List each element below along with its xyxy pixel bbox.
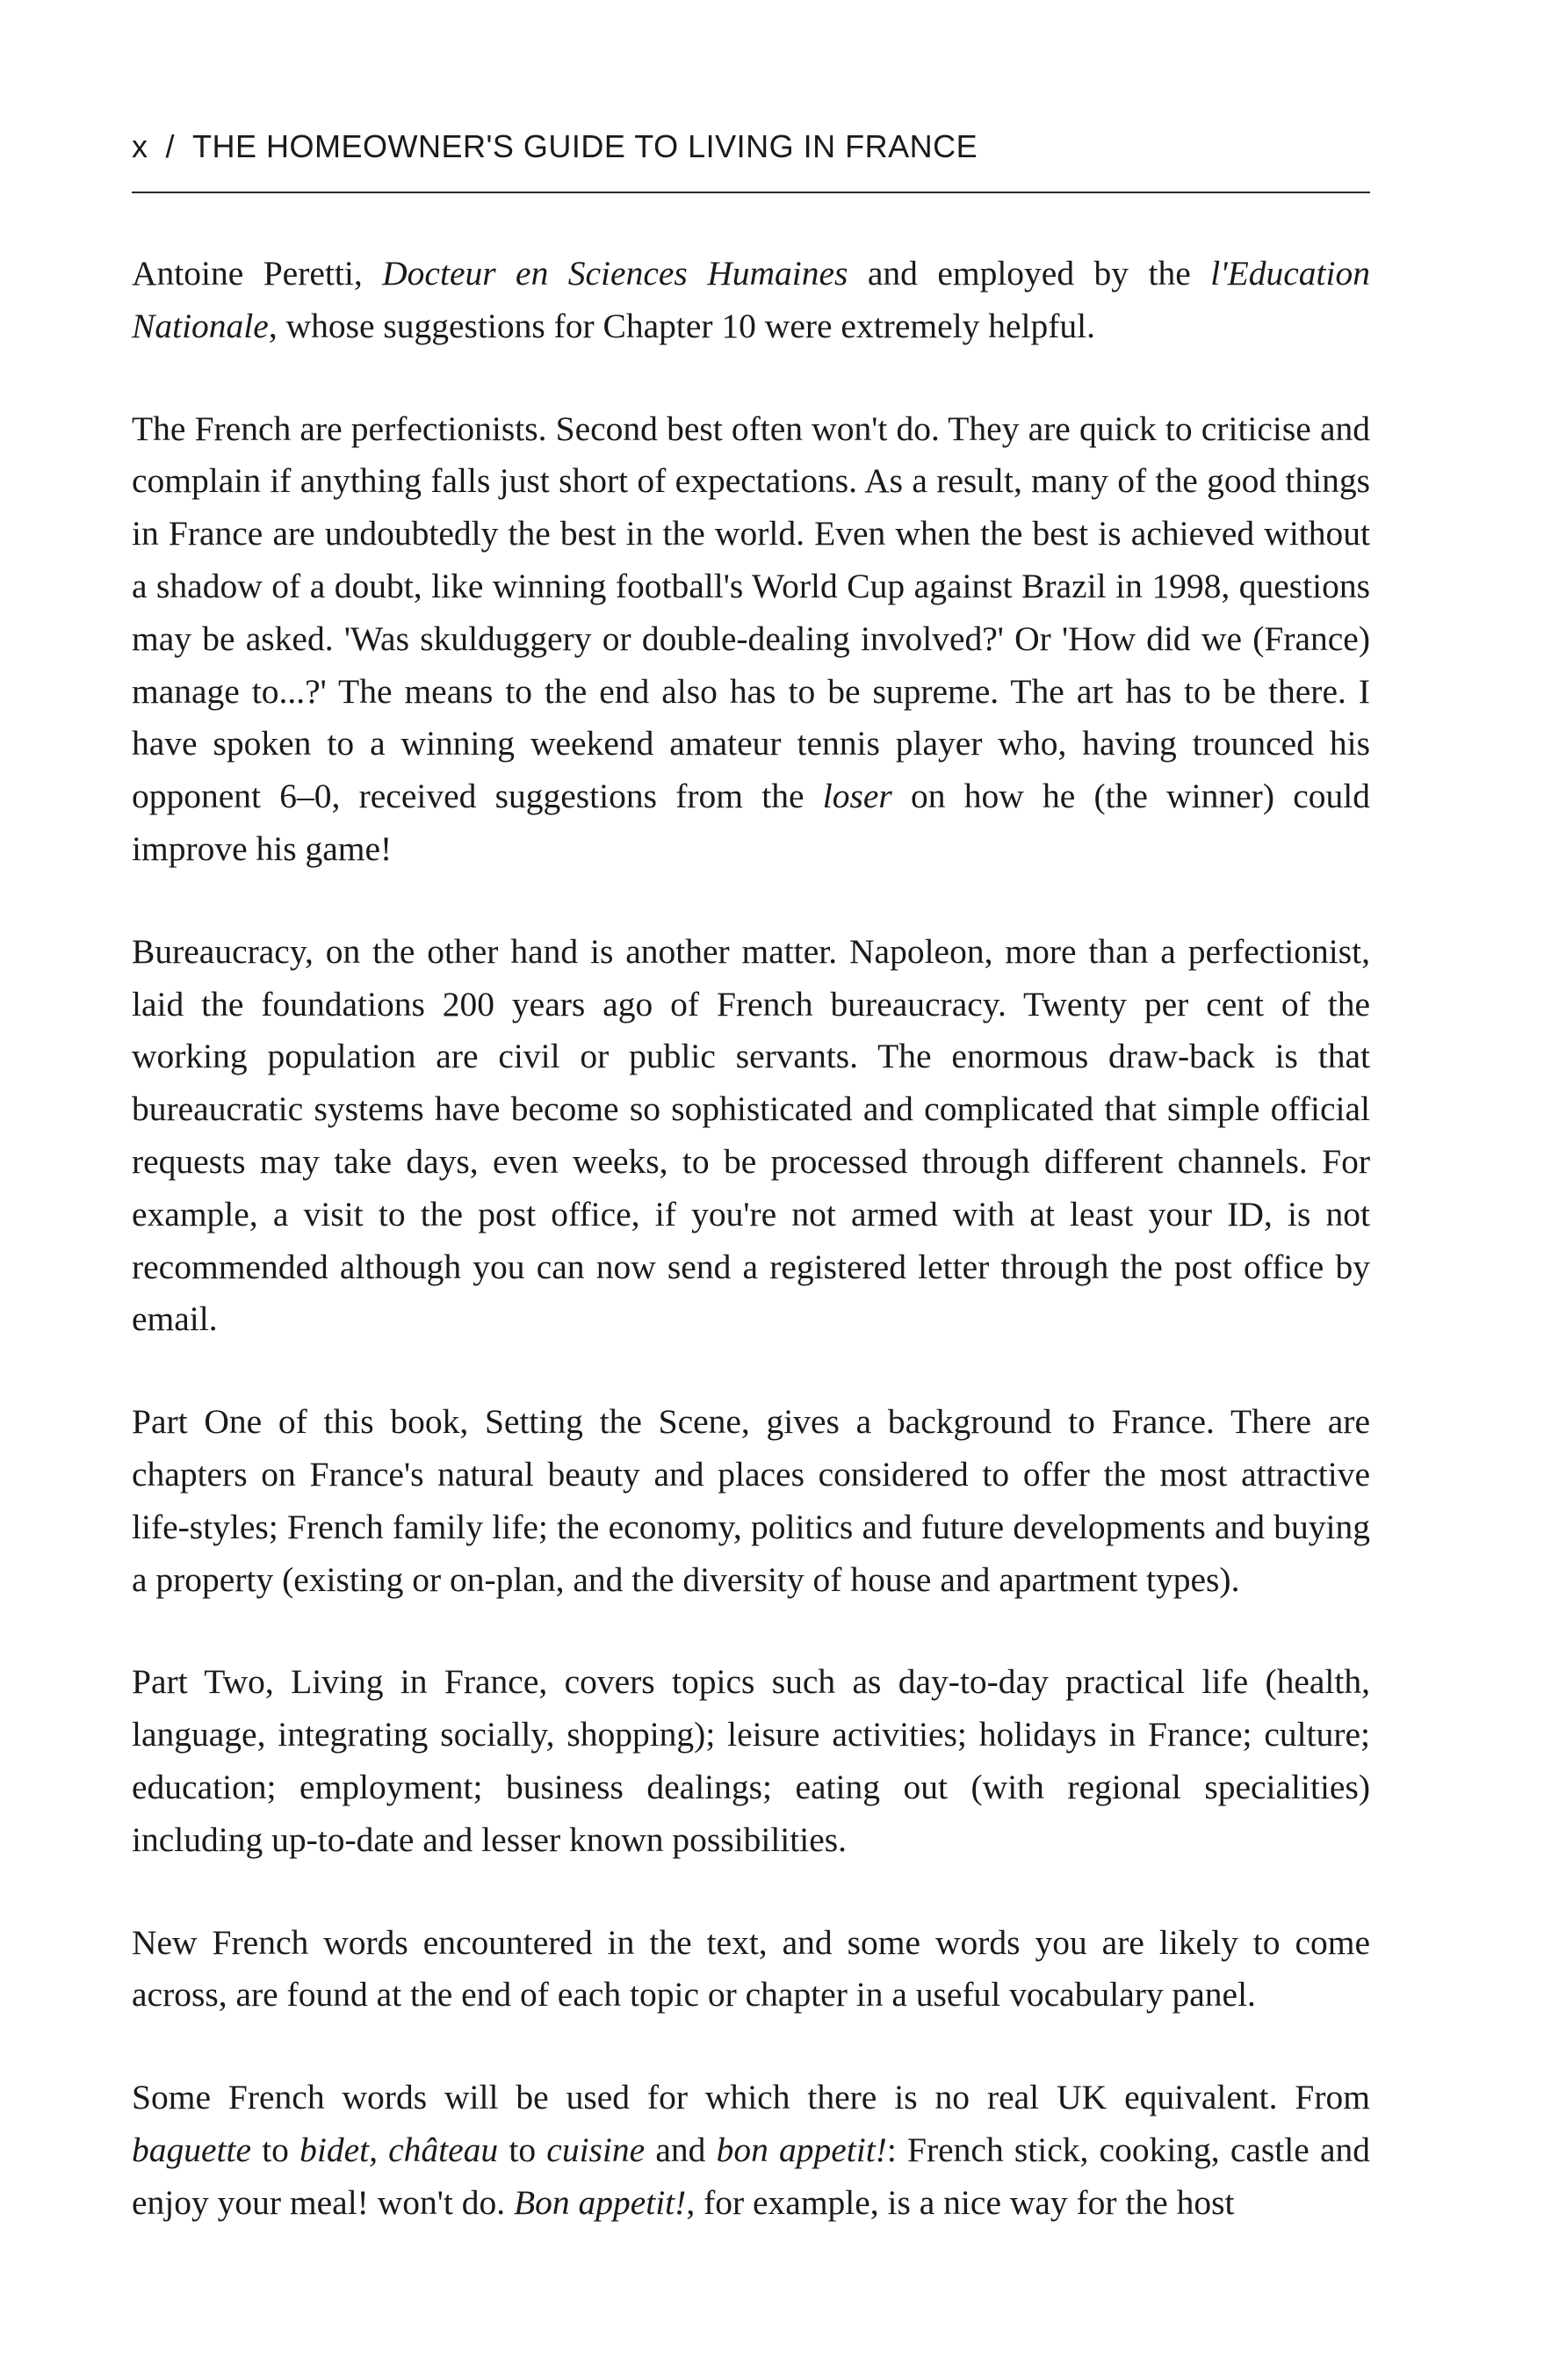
header-separator: / <box>165 128 176 164</box>
paragraph <box>132 2072 1370 2229</box>
header-rule <box>132 192 1370 193</box>
text-run: Part One of this book, Setting the Scene, gives a background to France. There are chapters on France's natural beauty and places considered to offer the most attractive life-styles; French family life; the economy, politics and future developments and buying a property (existing or on-plan, and the diversity of house and apartment types). <box>132 1402 1370 1599</box>
text-run: The French are perfectionists. Second best often won't do. They are quick to criticise and complain if anything falls just short of expectations. As a result, many of the good things in France are undoubtedly the best in the world. Even when the best is achieved without a shadow of a doubt, like winning football's World Cup against Brazil in 1998, questions may be asked. 'Was skulduggery or double-dealing involved?' Or 'How did we (France) manage to...?' The means to the end also has to be supreme. The art has to be there. I have spoken to a winning weekend amateur tennis player who, having trounced his opponent 6–0, received suggestions from the <box>132 409 1370 816</box>
italic-text: cuisine <box>546 2130 646 2169</box>
italic-text: loser <box>822 777 892 816</box>
running-head <box>132 128 978 165</box>
text-run: Part Two, Living in France, covers topics such as day-to-day practical life (health, language, integrating socially, shopping); leisure activities; holidays in France; culture; education; employment; business dealings; eating out (with regional specialities) including up-to-date and lesser known possibilities. <box>132 1662 1370 1859</box>
text-run: , for example, is a nice way for the host <box>686 2182 1235 2222</box>
italic-text: Bon appetit! <box>513 2182 687 2222</box>
text-run: to <box>251 2130 300 2169</box>
italic-text: bon appetit! <box>716 2130 887 2169</box>
text-run: and <box>645 2130 717 2169</box>
paragraph <box>132 403 1370 876</box>
italic-text: Docteur en Sciences Humaines <box>382 254 848 293</box>
paragraph <box>132 926 1370 1346</box>
text-run: : French stick, cooking, castle and enjoy your meal! won't do. <box>132 2130 1370 2222</box>
text-run: Bureaucracy, on the other hand is another matter. Napoleon, more than a perfectionist, laid the foundations 200 years ago of French bureaucracy. Twenty per cent of the working population are civil or public servants. The enormous draw-back is that bureaucratic systems have become so sophisticated and complicated that simple official requests may take days, even weeks, to be processed through different channels. For example, a visit to the post office, if you're not armed with at least your ID, is not recommended although you can now send a registered letter through the post office by email. <box>132 931 1370 1339</box>
text-run: Some French words will be used for which there is no real UK equivalent. From <box>132 2078 1370 2117</box>
text-run: New French words encountered in the text, and some words you are likely to come across, are found at the end of each topic or chapter in a useful vocabulary panel. <box>132 1922 1370 2015</box>
body-text <box>132 248 1370 2280</box>
paragraph <box>132 1396 1370 1606</box>
text-run: to <box>498 2130 547 2169</box>
text-run: and employed by the <box>848 254 1211 293</box>
paragraph <box>132 1656 1370 1866</box>
italic-text: baguette <box>132 2130 252 2169</box>
text-run: , whose suggestions for Chapter 10 were extremely helpful. <box>268 306 1095 345</box>
text-run: Antoine Peretti, <box>132 254 383 293</box>
page-number: x <box>132 128 148 164</box>
italic-text: l'Education Nationale <box>132 254 1370 345</box>
paragraph <box>132 1917 1370 2022</box>
paragraph <box>132 248 1370 353</box>
italic-text: bidet, château <box>299 2130 499 2169</box>
book-title: THE HOMEOWNER'S GUIDE TO LIVING IN FRANCE <box>192 128 978 164</box>
text-run: on how he (the winner) could improve his game! <box>132 777 1370 868</box>
